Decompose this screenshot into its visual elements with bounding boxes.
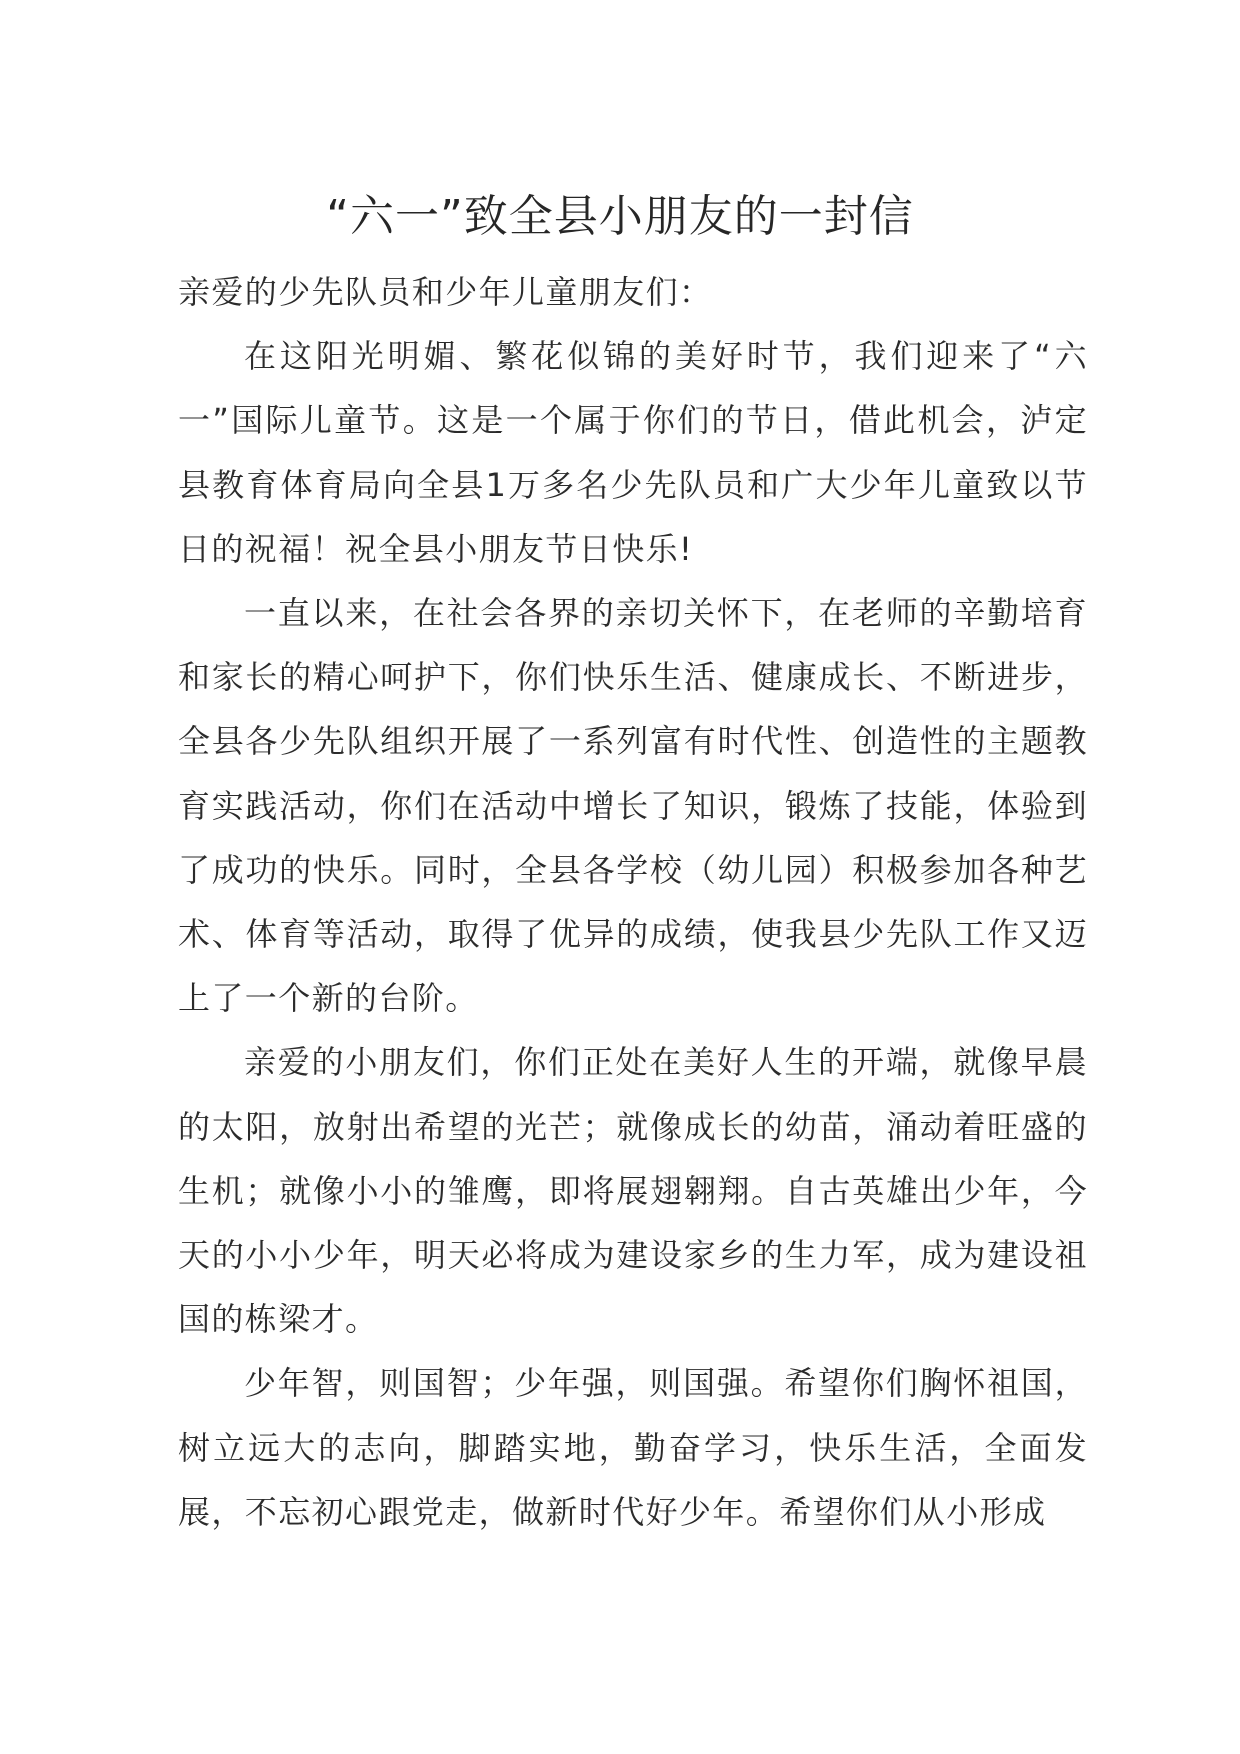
paragraph-hopes: 少年智，则国智；少年强，则国强。希望你们胸怀祖国，树立远大的志向，脚踏实地，勤奋学习，快乐生活，全面发展，不忘初心跟党走，做新时代好少年。希望你们从小形成: [178, 1364, 1088, 1531]
document-title: “六一”致全县小朋友的一封信: [326, 191, 914, 242]
paragraph-achievements: 一直以来，在社会各界的亲切关怀下，在老师的辛勤培育和家长的精心呵护下，你们快乐生活、健康成长、不断进步，全县各少先队组织开展了一系列富有时代性、创造性的主题教育实践活动，你们在活动中增长了知识，锻炼了技能，体验到了成功的快乐。同时，全县各学校（幼儿园）积极参加各种艺术、体育等活动，取得了优异的成绩，使我县少先队工作又迈上了一个新的台阶。: [178, 594, 1088, 1018]
salutation: 亲爱的少先队员和少年儿童朋友们：: [178, 273, 713, 311]
paragraph-greeting: 在这阳光明媚、繁花似锦的美好时节，我们迎来了“六一”国际儿童节。这是一个属于你们的节日，借此机会，泸定县教育体育局向全县1万多名少先队员和广大少年儿童致以节日的祝福！祝全县小朋友节日快乐!: [178, 337, 1088, 568]
letter-body: [178, 260, 1088, 1544]
paragraph-encouragement: 亲爱的小朋友们，你们正处在美好人生的开端，就像早晨的太阳，放射出希望的光芒；就像成长的幼苗，涌动着旺盛的生机；就像小小的雏鹰，即将展翅翱翔。自古英雄出少年，今天的小小少年，明天必将成为建设家乡的生力军，成为建设祖国的栋梁才。: [178, 1043, 1088, 1339]
